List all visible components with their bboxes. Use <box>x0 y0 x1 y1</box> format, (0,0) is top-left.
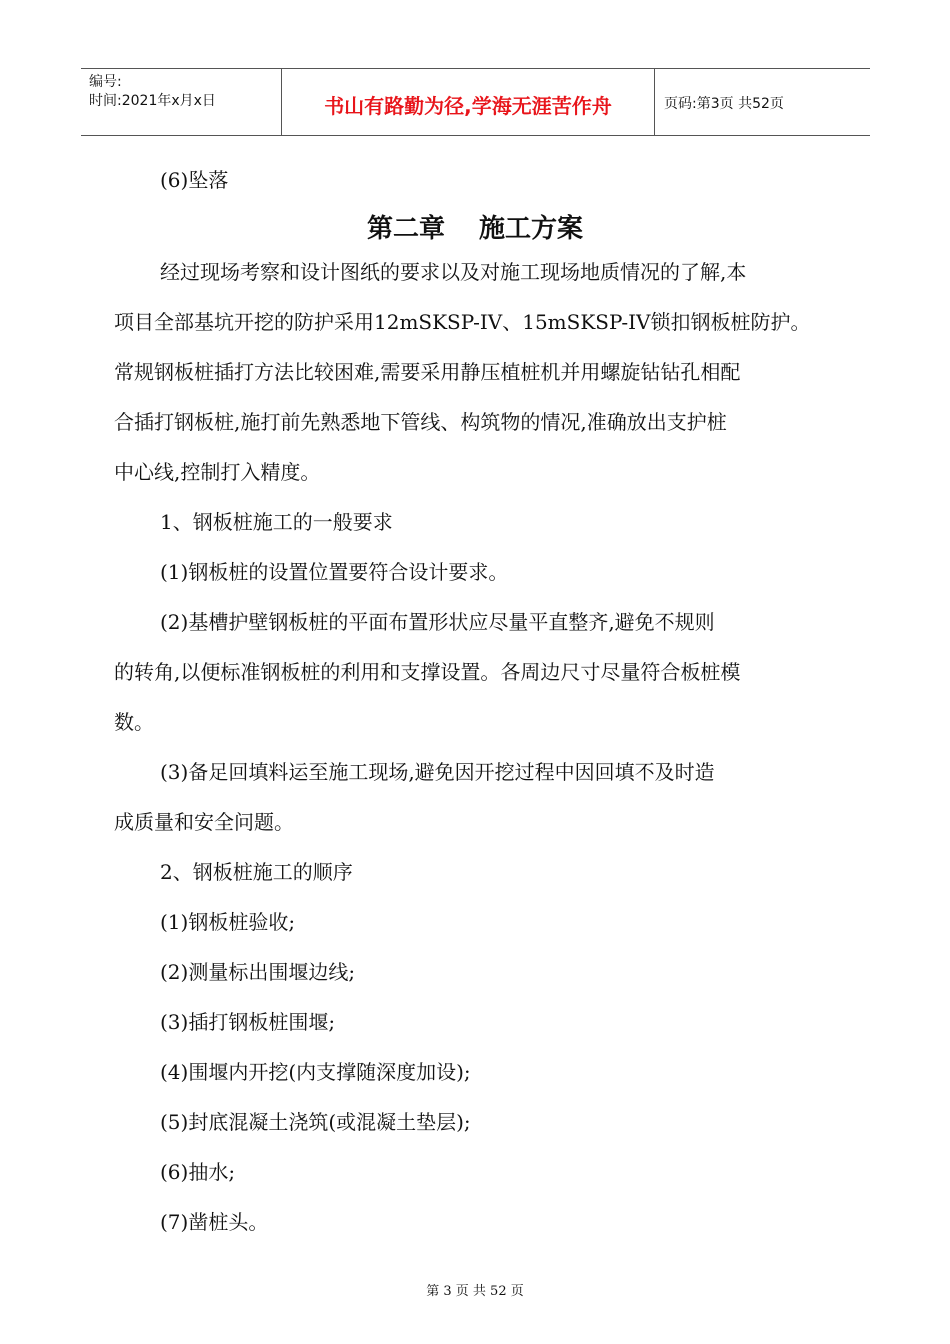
chapter-name: 施工方案 <box>479 214 584 244</box>
header-page-info: 页码:第3页 共52页 <box>664 96 784 112</box>
doc-number-label: 编号: <box>89 74 122 90</box>
list-item: (2)测量标出围堰边线; <box>160 960 356 984</box>
paragraph-line: 合插打钢板桩,施打前先熟悉地下管线、构筑物的情况,准确放出支护桩 <box>114 410 727 434</box>
paragraph-line: 项目全部基坑开挖的防护采用12mSKSP-IV、15mSKSP-IV锁扣钢板桩防护。 <box>114 310 811 334</box>
list-item: (1)钢板桩验收; <box>160 910 296 934</box>
paragraph-line: 数。 <box>114 710 154 734</box>
chapter-title <box>0 208 950 245</box>
list-item: (4)围堰内开挖(内支撑随深度加设); <box>160 1060 471 1084</box>
header-motto: 书山有路勤为径,学海无涯苦作舟 <box>282 69 655 135</box>
list-item: (1)钢板桩的设置位置要符合设计要求。 <box>160 560 509 584</box>
list-item: (3)备足回填料运至施工现场,避免因开挖过程中因回填不及时造 <box>160 760 715 784</box>
header-meta <box>81 69 282 135</box>
section-heading: 1、钢板桩施工的一般要求 <box>160 510 393 534</box>
doc-time-label: 时间:2021年x月x日 <box>89 93 216 109</box>
chapter-number: 第二章 <box>366 214 445 244</box>
list-item: (3)插打钢板桩围堰; <box>160 1010 336 1034</box>
list-item-falling: (6)坠落 <box>160 168 229 192</box>
paragraph-line: 常规钢板桩插打方法比较困难,需要采用静压植桩机并用螺旋钻钻孔相配 <box>114 360 741 384</box>
list-item: (2)基槽护壁钢板桩的平面布置形状应尽量平直整齐,避免不规则 <box>160 610 715 634</box>
list-item: (7)凿桩头。 <box>160 1210 269 1234</box>
header-table <box>81 68 870 136</box>
paragraph-line: 经过现场考察和设计图纸的要求以及对施工现场地质情况的了解,本 <box>160 260 747 284</box>
page-footer: 第 3 页 共 52 页 <box>426 1284 524 1299</box>
paragraph-line: 的转角,以便标准钢板桩的利用和支撑设置。各周边尺寸尽量符合板桩模 <box>114 660 741 684</box>
list-item: (5)封底混凝土浇筑(或混凝土垫层); <box>160 1110 471 1134</box>
section-heading: 2、钢板桩施工的顺序 <box>160 860 353 884</box>
paragraph-line: 成质量和安全问题。 <box>114 810 294 834</box>
paragraph-line: 中心线,控制打入精度。 <box>114 460 321 484</box>
list-item: (6)抽水; <box>160 1160 236 1184</box>
